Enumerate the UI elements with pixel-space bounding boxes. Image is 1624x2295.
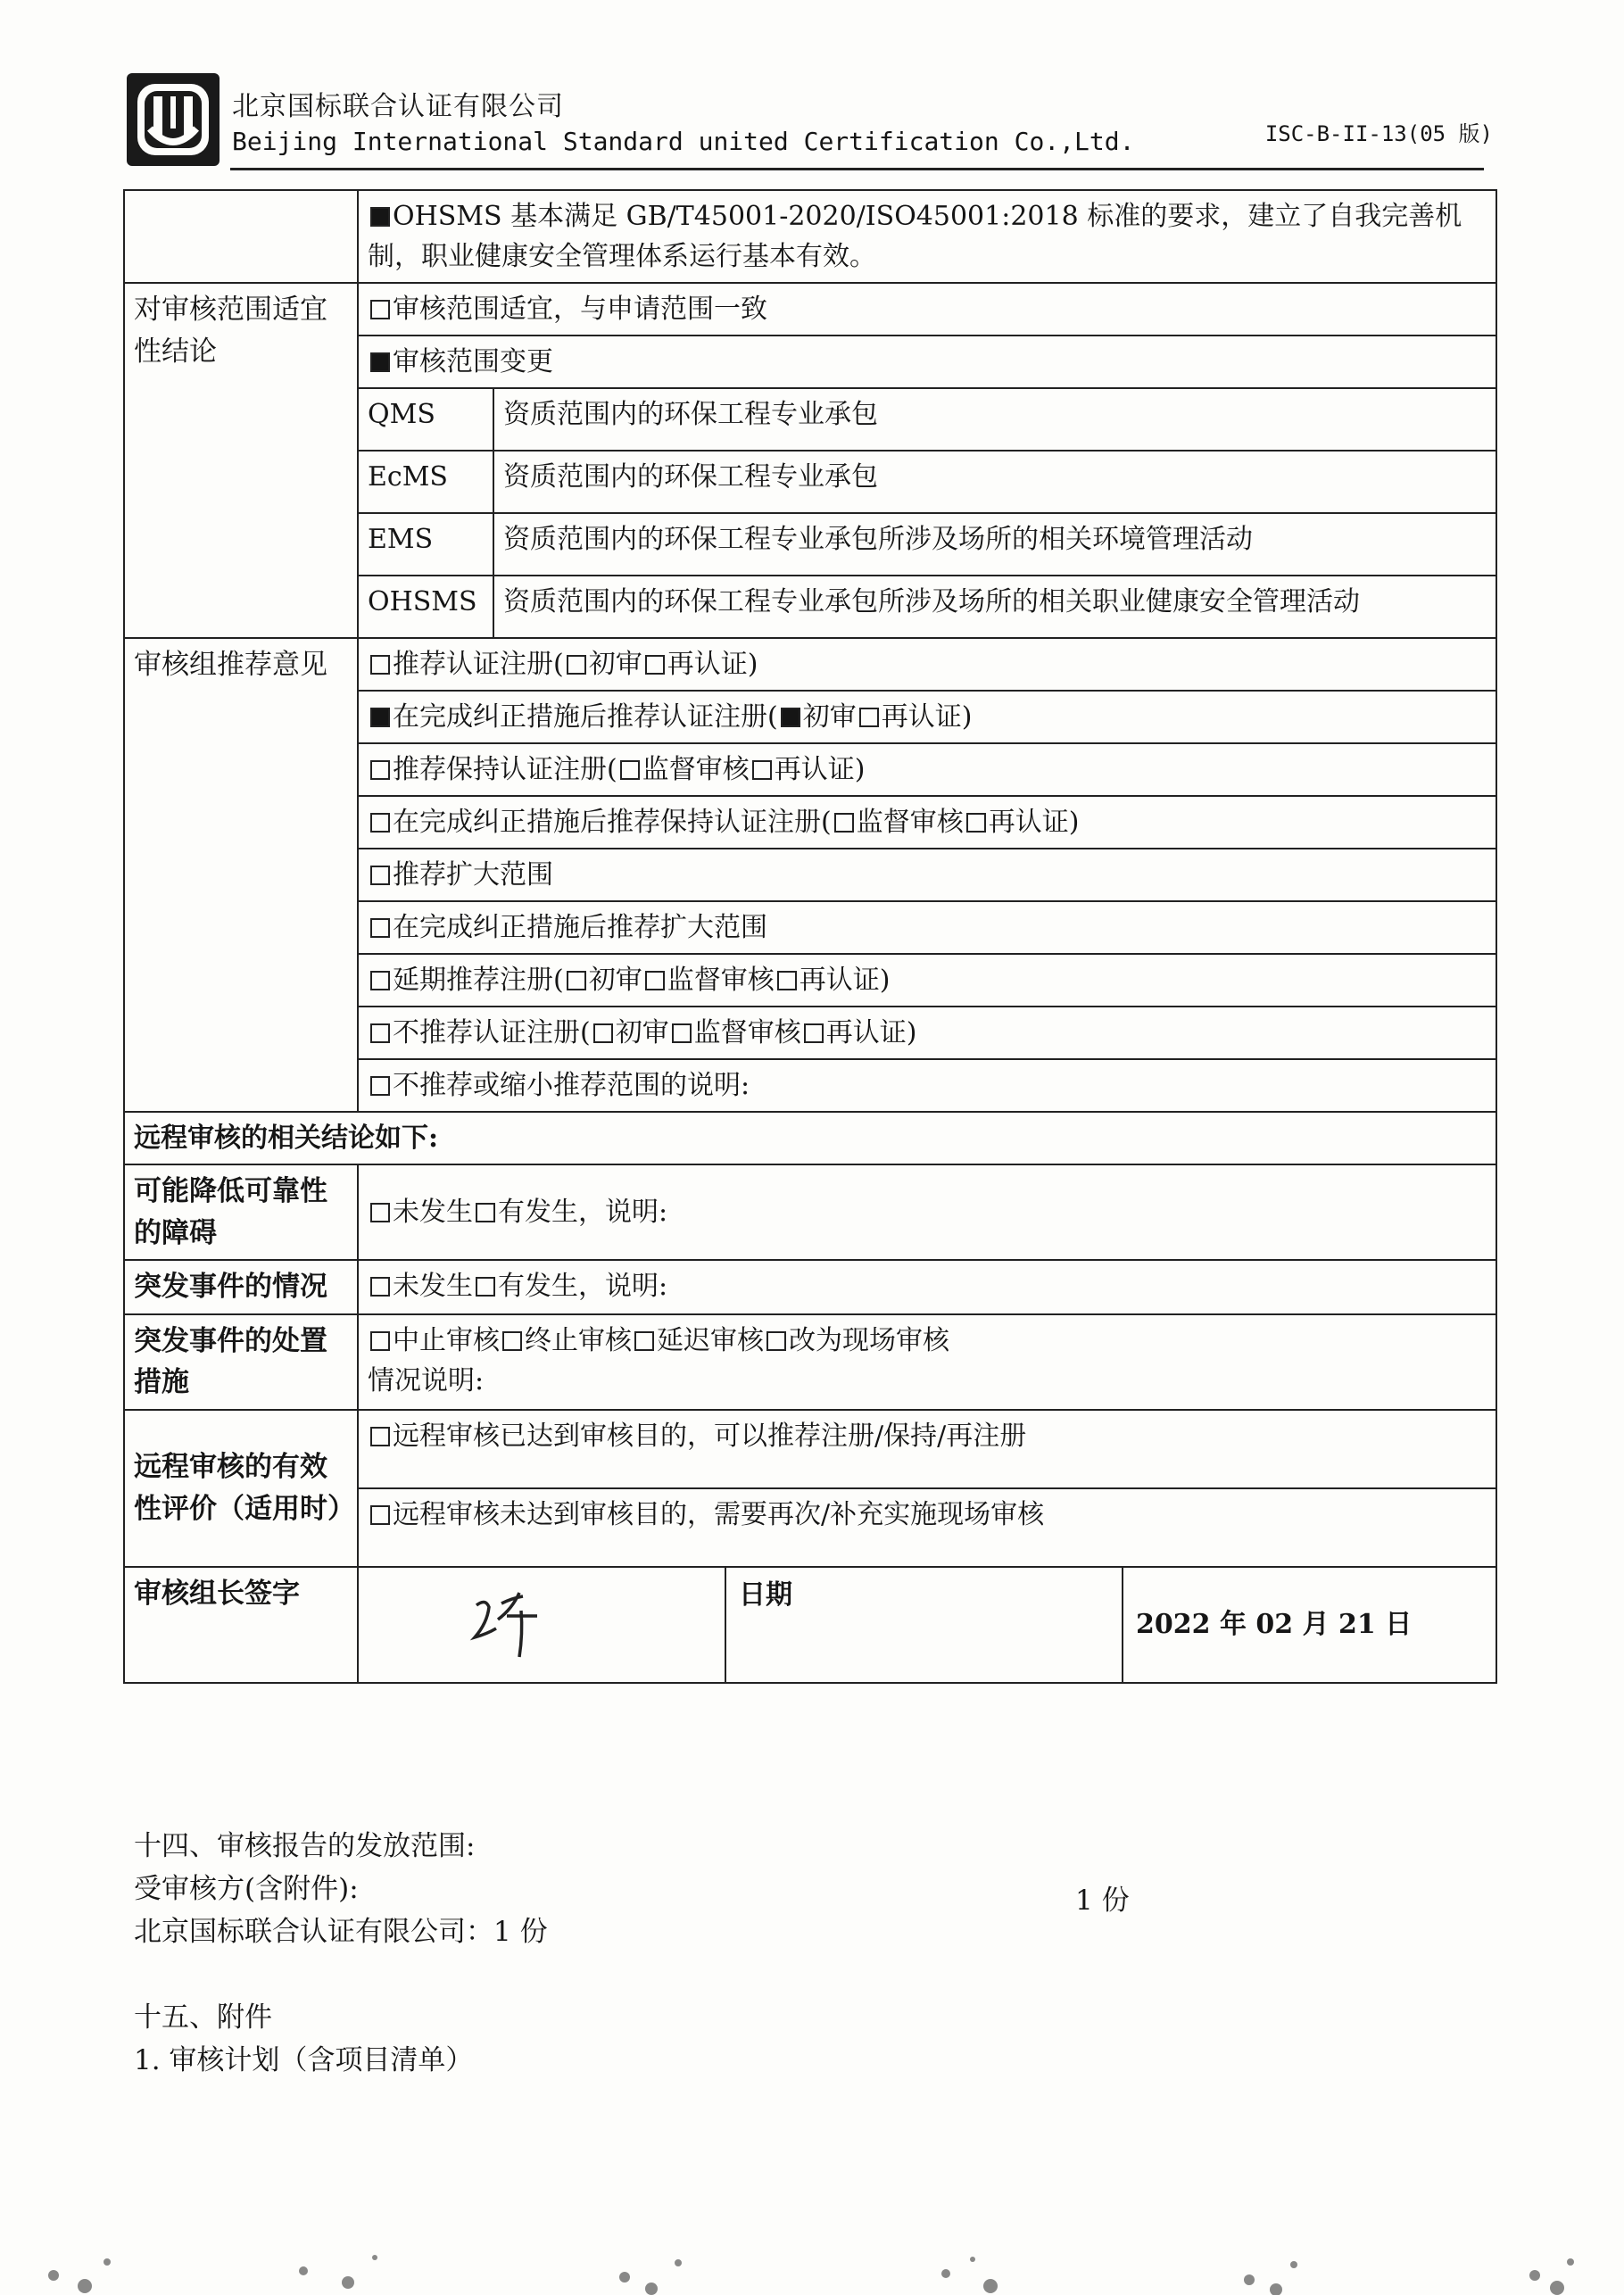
system-scope-text: 资质范围内的环保工程专业承包所涉及场所的相关职业健康安全管理活动 <box>493 576 1496 638</box>
option-text: 不推荐或缩小推荐范围的说明: <box>393 1070 750 1101</box>
option-text: 再认证) <box>774 754 866 785</box>
system-conclusion-text: OHSMS 基本满足 GB/T45001-2020/ISO45001:2018 标准的要求，建立了自我完善机制，职业健康安全管理体系运行基本有效。 <box>368 201 1462 272</box>
system-scope-text: 资质范围内的环保工程专业承包 <box>493 388 1496 451</box>
handwritten-signature <box>466 1586 564 1666</box>
company-name-cn: 北京国标联合认证有限公司 <box>232 91 564 122</box>
option-text: 有发生，说明: <box>498 1271 668 1302</box>
checked-box-icon[interactable] <box>370 352 390 372</box>
option-text: 再认证) <box>988 807 1080 838</box>
checkbox-icon[interactable] <box>502 1331 522 1351</box>
checkbox-icon[interactable] <box>370 1203 390 1222</box>
option-text: 再认证) <box>667 649 758 680</box>
company-name-en: Beijing International Standard united Certification Co.,Ltd. <box>232 127 1135 156</box>
option-text: 初审 <box>802 701 857 733</box>
checkbox-icon[interactable] <box>804 1023 824 1043</box>
option-text: 延迟审核 <box>657 1324 764 1356</box>
checkbox-icon[interactable] <box>752 760 772 780</box>
signature-label: 审核组长签字 <box>124 1567 358 1683</box>
checkbox-icon[interactable] <box>370 866 390 885</box>
checkbox-icon[interactable] <box>370 655 390 675</box>
scope-label: 对审核范围适宜性结论 <box>124 283 358 638</box>
system-code: EcMS <box>358 451 493 513</box>
table-row <box>124 638 1496 691</box>
option-text: 改为现场审核 <box>789 1324 949 1356</box>
reliability-obstacle-label: 可能降低可靠性的障碍 <box>124 1164 358 1260</box>
system-code: QMS <box>358 388 493 451</box>
recommend-label: 审核组推荐意见 <box>124 638 358 1112</box>
scope-option-changed: 审核范围变更 <box>393 346 553 377</box>
option-text: 推荐扩大范围 <box>393 859 553 891</box>
date-label: 日期 <box>739 1578 792 1611</box>
checkbox-icon[interactable] <box>859 708 879 727</box>
section-15-heading: 十五、附件 <box>134 2001 272 2034</box>
table-row <box>124 1567 1496 1683</box>
checkbox-icon[interactable] <box>370 813 390 833</box>
checkbox-icon[interactable] <box>370 1023 390 1043</box>
option-text: 在完成纠正措施后推荐扩大范围 <box>393 912 767 943</box>
option-text: 未发生 <box>393 1271 473 1302</box>
option-text: 有发生，说明: <box>498 1197 668 1228</box>
section-14-heading: 十四、审核报告的发放范围: <box>134 1830 476 1862</box>
checkbox-icon[interactable] <box>370 1331 390 1351</box>
checked-box-icon <box>370 207 390 227</box>
checkbox-icon[interactable] <box>476 1203 495 1222</box>
remote-audit-title: 远程审核的相关结论如下: <box>124 1112 1496 1164</box>
option-text: 推荐认证注册( <box>393 649 564 680</box>
option-text: 初审 <box>588 965 642 996</box>
system-scope-text: 资质范围内的环保工程专业承包所涉及场所的相关环境管理活动 <box>493 513 1496 576</box>
audit-conclusion-table <box>123 189 1497 1684</box>
checkbox-icon[interactable] <box>834 813 854 833</box>
checkbox-icon[interactable] <box>476 1277 495 1297</box>
checkbox-icon[interactable] <box>672 1023 692 1043</box>
scan-speckle-decoration <box>0 2177 1624 2295</box>
checkbox-icon[interactable] <box>620 760 640 780</box>
table-row <box>124 1314 1496 1410</box>
option-text: 再认证) <box>825 1017 917 1048</box>
checkbox-icon[interactable] <box>634 1331 654 1351</box>
checkbox-icon[interactable] <box>645 655 665 675</box>
option-text: 延期推荐注册( <box>393 965 564 996</box>
option-text: 监督审核 <box>693 1017 801 1048</box>
incident-label: 突发事件的情况 <box>124 1260 358 1314</box>
option-text: 终止审核 <box>525 1324 632 1356</box>
checkbox-icon[interactable] <box>567 971 586 990</box>
table-row <box>124 1164 1496 1260</box>
table-row <box>124 1260 1496 1314</box>
checkbox-icon[interactable] <box>593 1023 613 1043</box>
table-row <box>124 283 1496 336</box>
checkbox-icon[interactable] <box>370 1076 390 1096</box>
checkbox-icon[interactable] <box>567 655 586 675</box>
checked-box-icon[interactable] <box>370 708 390 727</box>
effectiveness-label: 远程审核的有效性评价（适用时） <box>124 1410 358 1567</box>
attachment-item: 1. 审核计划（含项目清单） <box>134 2044 474 2077</box>
incident-measure-label: 突发事件的处置措施 <box>124 1314 358 1410</box>
checkbox-icon[interactable] <box>370 1427 390 1446</box>
checkbox-icon[interactable] <box>370 760 390 780</box>
checkbox-icon[interactable] <box>370 1505 390 1525</box>
checkbox-icon[interactable] <box>370 918 390 938</box>
option-text: 在完成纠正措施后推荐认证注册( <box>393 701 778 733</box>
checkbox-icon[interactable] <box>966 813 986 833</box>
signature-field <box>359 1568 726 1682</box>
company-logo <box>123 70 223 170</box>
situation-label: 情况说明: <box>368 1364 485 1396</box>
document-header <box>123 70 1493 175</box>
option-text: 推荐保持认证注册( <box>393 754 617 785</box>
company-copy-line: 北京国标联合认证有限公司：1 份 <box>134 1916 548 1949</box>
option-text: 远程审核未达到审核目的，需要再次/补充实施现场审核 <box>393 1498 1045 1530</box>
checked-box-icon[interactable] <box>781 708 800 727</box>
option-text: 再认证) <box>799 965 891 996</box>
option-text: 监督审核 <box>667 965 775 996</box>
checkbox-icon[interactable] <box>370 1277 390 1297</box>
system-code: OHSMS <box>358 576 493 638</box>
option-text: 初审 <box>615 1017 669 1048</box>
header-divider <box>230 168 1484 170</box>
checkbox-icon[interactable] <box>370 971 390 990</box>
option-text: 监督审核 <box>642 754 750 785</box>
date-value: 2022 年 02 月 21 日 <box>1136 1609 1413 1640</box>
option-text: 不推荐认证注册( <box>393 1017 591 1048</box>
option-text: 初审 <box>588 649 642 680</box>
system-conclusion-cell <box>358 190 1496 283</box>
scope-option-appropriate: 审核范围适宜，与申请范围一致 <box>393 294 767 325</box>
option-text: 监督审核 <box>856 807 964 838</box>
system-code: EMS <box>358 513 493 576</box>
auditee-copies: 1 份 <box>1075 1885 1130 1917</box>
checkbox-icon[interactable] <box>370 300 390 319</box>
option-text: 未发生 <box>393 1197 473 1228</box>
document-code: ISC-B-II-13(05 版) <box>1264 121 1493 146</box>
auditee-line: 受审核方(含附件): <box>134 1873 359 1906</box>
option-text: 在完成纠正措施后推荐保持认证注册( <box>393 807 832 838</box>
checkbox-icon[interactable] <box>766 1331 786 1351</box>
checkbox-icon[interactable] <box>777 971 797 990</box>
system-scope-text: 资质范围内的环保工程专业承包 <box>493 451 1496 513</box>
option-text: 中止审核 <box>393 1324 500 1356</box>
option-text: 远程审核已达到审核目的，可以推荐注册/保持/再注册 <box>393 1420 1027 1452</box>
table-row <box>124 1410 1496 1488</box>
checkbox-icon[interactable] <box>645 971 665 990</box>
distribution-section <box>134 1825 548 2082</box>
option-text: 再认证) <box>881 701 973 733</box>
table-row <box>124 190 1496 283</box>
table-row <box>124 1112 1496 1164</box>
